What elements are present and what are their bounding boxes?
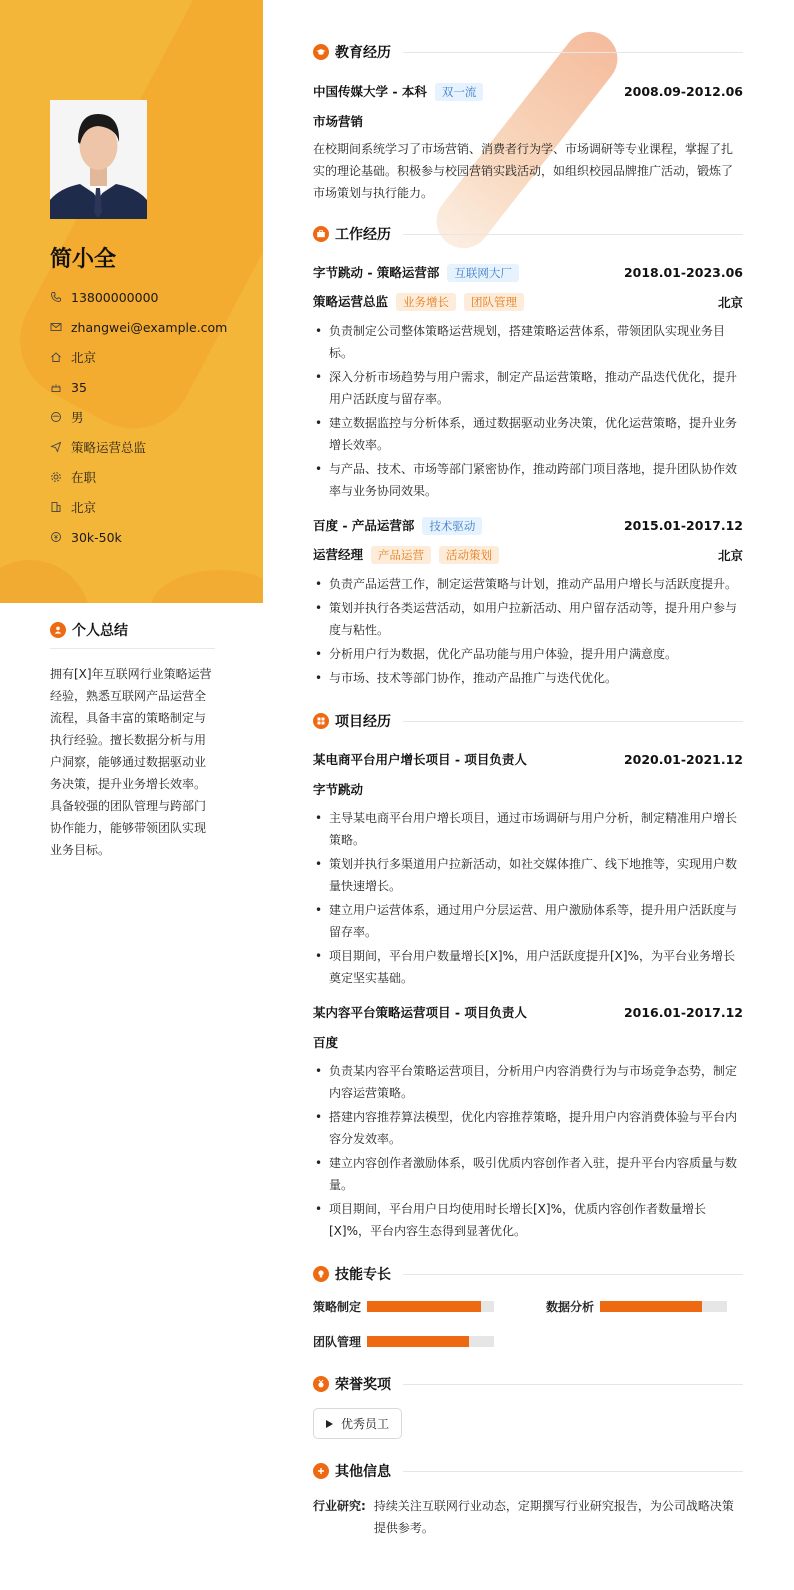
job-role-row <box>313 292 743 311</box>
project-header <box>313 750 743 768</box>
play-icon <box>326 1420 333 1428</box>
education-heading <box>313 42 743 62</box>
job-city: 北京 <box>717 294 743 310</box>
info-gender <box>50 402 227 432</box>
list-item: • 策划并执行各类运营活动，如用户拉新活动、用户留存活动等，提升用户参与度与粘性。 <box>313 597 743 641</box>
other-text: 持续关注互联网行业动态，定期撰写行业研究报告，为公司战略决策提供参考。 <box>373 1499 734 1535</box>
list-item: • 分析用户行为数据，优化产品功能与用户体验，提升用户满意度。 <box>313 643 743 665</box>
job-period: 2018.01-2023.06 <box>623 265 743 280</box>
award-label: 优秀员工 <box>341 1417 390 1431</box>
list-item: • 与市场、技术等部门协作，推动产品推广与迭代优化。 <box>313 667 743 689</box>
section-divider <box>403 721 743 722</box>
info-email <box>50 312 227 342</box>
award-item[interactable] <box>313 1408 402 1439</box>
list-item: • 项目期间，平台用户数量增长[X]%，用户活跃度提升[X]%，为平台业务增长奠定坚实基础。 <box>313 945 743 989</box>
list-item: • 建立内容创作者激励体系，吸引优质内容创作者入驻，提升平台内容质量与数量。 <box>313 1152 743 1196</box>
list-item: • 建立用户运营体系，通过用户分层运营、用户激励体系等，提升用户活跃度与留存率。 <box>313 899 743 943</box>
job-role-row <box>313 545 743 564</box>
major-name: 市场营销 <box>313 114 364 129</box>
phone-icon <box>50 291 62 303</box>
info-age <box>50 372 227 402</box>
section-divider <box>403 52 743 53</box>
skill-bar <box>367 1301 494 1312</box>
project-org: 百度 <box>313 1035 339 1050</box>
phone-value: 13800000000 <box>71 289 159 305</box>
work-heading <box>313 224 743 244</box>
project-name: 某内容平台策略运营项目 - 项目负责人 <box>313 1005 527 1020</box>
main-content <box>313 38 743 1539</box>
skills-grid <box>313 1298 743 1350</box>
status-value: 在职 <box>71 470 97 485</box>
school-name: 中国传媒大学 - 本科 <box>313 84 427 99</box>
candidate-name: 简小全 <box>50 247 117 272</box>
summary-title: 个人总结 <box>72 623 128 639</box>
section-divider <box>403 1384 743 1385</box>
job-city: 北京 <box>717 547 743 563</box>
list-item: • 负责制定公司整体策略运营规划，搭建策略运营体系，带领团队实现业务目标。 <box>313 320 743 364</box>
list-item: • 策划并执行多渠道用户拉新活动，如社交媒体推广、线下地推等，实现用户数量快速增长。 <box>313 853 743 897</box>
salary-value: 30k-50k <box>71 529 122 545</box>
medal-icon <box>313 1376 329 1392</box>
info-city <box>50 492 227 522</box>
skill-item <box>313 1333 510 1350</box>
skill-bar-fill <box>367 1301 481 1312</box>
location-value: 北京 <box>71 350 97 365</box>
company-name: 字节跳动 - 策略运营部 <box>313 265 440 280</box>
project-header <box>313 1003 743 1021</box>
project-details <box>313 807 743 989</box>
skill-name: 数据分析 <box>546 1300 595 1314</box>
projects-heading <box>313 711 743 731</box>
info-position <box>50 432 227 462</box>
skill-item <box>313 1298 510 1315</box>
contact-info-list <box>50 282 227 552</box>
company-name: 百度 - 产品运营部 <box>313 518 415 533</box>
projects-title: 项目经历 <box>335 714 391 730</box>
section-divider <box>403 1471 743 1472</box>
age-value: 35 <box>71 379 87 395</box>
project-period: 2020.01-2021.12 <box>623 751 743 767</box>
list-item: • 建立数据监控与分析体系，通过数据驱动业务决策，优化运营策略，提升业务增长效率。 <box>313 412 743 456</box>
project-org: 字节跳动 <box>313 782 364 797</box>
info-location <box>50 342 227 372</box>
education-period: 2008.09-2012.06 <box>623 84 743 99</box>
work-title: 工作经历 <box>335 227 391 243</box>
other-title: 其他信息 <box>335 1464 391 1480</box>
send-icon <box>50 441 62 453</box>
info-phone <box>50 282 227 312</box>
person-icon <box>50 622 66 638</box>
list-item: • 搭建内容推荐算法模型，优化内容推荐策略，提升用户内容消费体验与平台内容分发效率。 <box>313 1106 743 1150</box>
awards-heading <box>313 1374 743 1394</box>
list-item: • 深入分析市场趋势与用户需求，制定产品运营策略，推动产品迭代优化，提升用户活跃度与留存率。 <box>313 366 743 410</box>
gear-icon <box>50 471 62 483</box>
list-item: • 负责产品运营工作，制定运营策略与计划，推动产品用户增长与活跃度提升。 <box>313 573 743 595</box>
grid-icon <box>313 713 329 729</box>
gender-value: 男 <box>71 410 84 425</box>
education-description: 在校期间系统学习了市场营销、消费者行为学、市场调研等专业课程，掌握了扎实的理论基础。积极参与校园营销实践活动，如组织校园品牌推广活动，锻炼了市场策划与执行能力。 <box>313 142 734 200</box>
graduation-cap-icon <box>313 44 329 60</box>
company-tag: 技术驱动 <box>422 517 482 535</box>
skill-name: 策略制定 <box>313 1300 362 1314</box>
skill-bar <box>367 1336 494 1347</box>
skill-bar <box>600 1301 727 1312</box>
company-tag: 互联网大厂 <box>447 264 519 282</box>
gender-icon <box>50 411 62 423</box>
mail-icon <box>50 321 62 333</box>
summary-section <box>50 620 215 861</box>
other-heading <box>313 1461 743 1481</box>
project-org-row <box>313 780 743 798</box>
section-divider <box>403 1274 743 1275</box>
sidebar-decoration <box>150 570 263 603</box>
role-tag: 团队管理 <box>464 293 524 311</box>
bulb-icon <box>313 1266 329 1282</box>
job-period: 2015.01-2017.12 <box>623 518 743 533</box>
building-icon <box>50 501 62 513</box>
list-item: • 负责某内容平台策略运营项目，分析用户内容消费行为与市场竞争态势，制定内容运营策略。 <box>313 1060 743 1104</box>
job-role: 策略运营总监 <box>313 294 389 309</box>
role-tag: 业务增长 <box>396 293 456 311</box>
list-item: • 与产品、技术、市场等部门紧密协作，推动跨部门项目落地，提升团队协作效率与业务协同效果。 <box>313 458 743 502</box>
position-value: 策略运营总监 <box>71 440 147 455</box>
skills-heading <box>313 1264 743 1284</box>
role-tag: 活动策划 <box>439 546 499 564</box>
info-status <box>50 462 227 492</box>
awards-title: 荣誉奖项 <box>335 1377 391 1393</box>
skill-item <box>546 1298 743 1315</box>
project-org-row <box>313 1033 743 1051</box>
skills-title: 技能专长 <box>335 1267 391 1283</box>
skill-name: 团队管理 <box>313 1335 362 1349</box>
summary-heading <box>50 620 215 649</box>
project-name: 某电商平台用户增长项目 - 项目负责人 <box>313 752 527 767</box>
education-tag: 双一流 <box>435 83 484 101</box>
project-period: 2016.01-2017.12 <box>623 1004 743 1020</box>
skill-bar-fill <box>367 1336 469 1347</box>
email-value: zhangwei@example.com <box>71 319 228 335</box>
role-tag: 产品运营 <box>371 546 431 564</box>
other-label: 行业研究: <box>313 1499 366 1513</box>
major-row <box>313 112 743 130</box>
education-row <box>313 82 743 101</box>
info-salary <box>50 522 227 552</box>
home-icon <box>50 351 62 363</box>
briefcase-icon <box>313 226 329 242</box>
avatar <box>50 100 147 219</box>
section-divider <box>403 234 743 235</box>
coin-icon <box>50 531 62 543</box>
sidebar-decoration <box>0 560 90 603</box>
job-header <box>313 263 743 282</box>
city-value: 北京 <box>71 500 97 515</box>
list-item: • 项目期间，平台用户日均使用时长增长[X]%，优质内容创作者数量增长[X]%，平台内容生态得到显著优化。 <box>313 1198 743 1242</box>
job-role: 运营经理 <box>313 547 364 562</box>
plus-icon <box>313 1463 329 1479</box>
job-header <box>313 516 743 535</box>
job-duties <box>313 573 743 689</box>
project-details <box>313 1060 743 1242</box>
job-duties <box>313 320 743 502</box>
list-item: • 主导某电商平台用户增长项目，通过市场调研与用户分析，制定精准用户增长策略。 <box>313 807 743 851</box>
education-title: 教育经历 <box>335 45 391 61</box>
cake-icon <box>50 381 62 393</box>
summary-text: 拥有[X]年互联网行业策略运营经验，熟悉互联网产品运营全流程，具备丰富的策略制定与执行经验。擅长数据分析与用户洞察，能够通过数据驱动业务决策，提升业务增长效率。具备较强的团队管理与跨部门协作能力，能够带领团队实现业务目标。 <box>50 667 212 857</box>
skill-bar-fill <box>600 1301 702 1312</box>
other-info-row <box>313 1495 743 1539</box>
